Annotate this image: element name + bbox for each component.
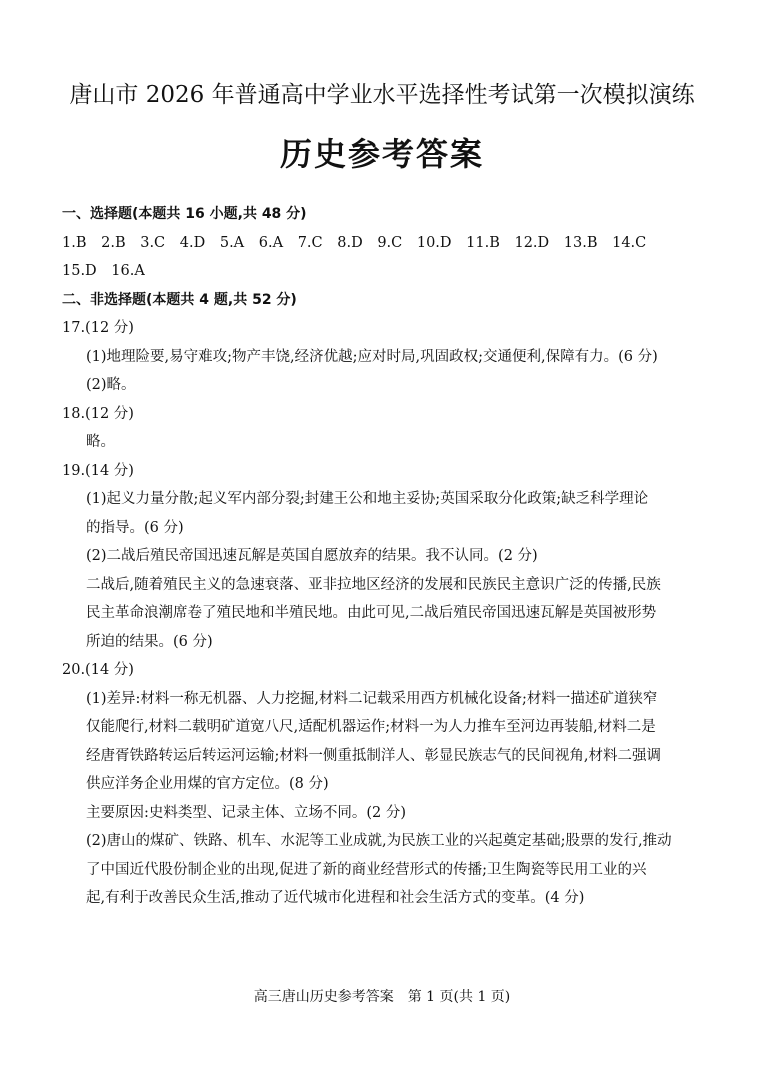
choice-answer: 4.D <box>179 234 206 251</box>
question-19-label: 19.(14 分) <box>62 462 134 479</box>
choice-answer: 14.C <box>612 234 647 251</box>
choice-answer: 8.D <box>337 234 363 251</box>
question-19-answer-3-line-2: 民主革命浪潮席卷了殖民地和半殖民地。由此可见,二战后殖民帝国迅速瓦解是英国被形势 <box>86 605 657 621</box>
choice-answer: 1.B <box>62 234 87 251</box>
question-19-answer-1-line-1: (1)起义力量分散;起义军内部分裂;封建王公和地主妥协;英国采取分化政策;缺乏科学理论 <box>86 491 649 507</box>
question-19-answer-2: (2)二战后殖民帝国迅速瓦解是英国自愿放弃的结果。我不认同。(2 分) <box>86 548 538 564</box>
choice-answer: 10.D <box>416 234 452 251</box>
choice-answer: 9.C <box>377 234 403 251</box>
question-20-answer-1-line-1: (1)差异:材料一称无机器、人力挖掘,材料二记载采用西方机械化设备;材料一描述矿道狭窄 <box>86 690 658 707</box>
choice-answer: 16.A <box>111 263 145 279</box>
question-20-answer-2: 主要原因:史料类型、记录主体、立场不同。(2 分) <box>86 804 407 821</box>
question-19-answer-3-line-1: 二战后,随着殖民主义的急速衰落、亚非拉地区经济的发展和民族民主意识广泛的传播,民族 <box>86 576 661 593</box>
choice-answer: 11.B <box>466 234 500 251</box>
question-17-answer-1: (1)地理险要,易守难攻;物产丰饶,经济优越;应对时局,巩固政权;交通便利,保障有力。(6 分) <box>86 348 658 365</box>
choice-answer: 12.D <box>514 234 550 251</box>
question-20-answer-1-line-4: 供应洋务企业用煤的官方定位。(8 分) <box>86 776 329 792</box>
question-17-answer-2: (2)略。 <box>86 377 136 393</box>
choice-answer: 5.A <box>219 234 245 251</box>
question-20-answer-1-line-3: 经唐胥铁路转运后转运河运输;材料一侧重抵制洋人、彰显民族志气的民间视角,材料二强调 <box>86 747 661 764</box>
question-20-answer-3-line-2: 了中国近代股份制企业的出现,促进了新的商业经营形式的传播;卫生陶瓷等民用工业的兴 <box>86 861 647 878</box>
choice-answers-row-2 <box>62 257 712 286</box>
question-20-answer-3-line-3: 起,有利于改善民众生活,推动了近代城市化进程和社会生活方式的变革。(4 分) <box>86 890 585 906</box>
page-subtitle: 历史参考答案 <box>279 135 484 173</box>
question-19-answer-3-line-3: 所迫的结果。(6 分) <box>86 633 213 650</box>
choice-answer: 15.D <box>62 263 97 279</box>
page-footer: 高三唐山历史参考答案 第 1 页(共 1 页) <box>253 989 511 1005</box>
answer-content <box>62 200 712 913</box>
choice-answer: 7.C <box>297 234 323 251</box>
choice-answers-row-1 <box>62 229 712 258</box>
question-20-answer-1-line-2: 仅能爬行,材料二载明矿道宽八尺,适配机器运作;材料一为人力推车至河边再装船,材料二是 <box>86 719 656 735</box>
choice-answer: 6.A <box>258 234 284 251</box>
question-18-label: 18.(12 分) <box>62 405 134 422</box>
choice-answer: 13.B <box>563 234 598 251</box>
question-20-label: 20.(14 分) <box>62 662 134 678</box>
section-nonchoice-heading: 二、非选择题(本题共 4 题,共 52 分) <box>62 291 297 308</box>
question-19-answer-1-line-2: 的指导。(6 分) <box>86 519 184 536</box>
question-20-answer-3-line-1: (2)唐山的煤矿、铁路、机车、水泥等工业成就,为民族工业的兴起奠定基础;股票的发行,推动 <box>86 833 672 849</box>
section-choice-heading: 一、选择题(本题共 16 小题,共 48 分) <box>62 206 307 222</box>
question-18-answer: 略。 <box>86 434 115 450</box>
choice-answer: 3.C <box>140 234 166 251</box>
question-17-label: 17.(12 分) <box>62 320 134 336</box>
page-title: 唐山市 2026 年普通高中学业水平选择性考试第一次模拟演练 <box>69 82 695 108</box>
choice-answer: 2.B <box>101 234 126 251</box>
